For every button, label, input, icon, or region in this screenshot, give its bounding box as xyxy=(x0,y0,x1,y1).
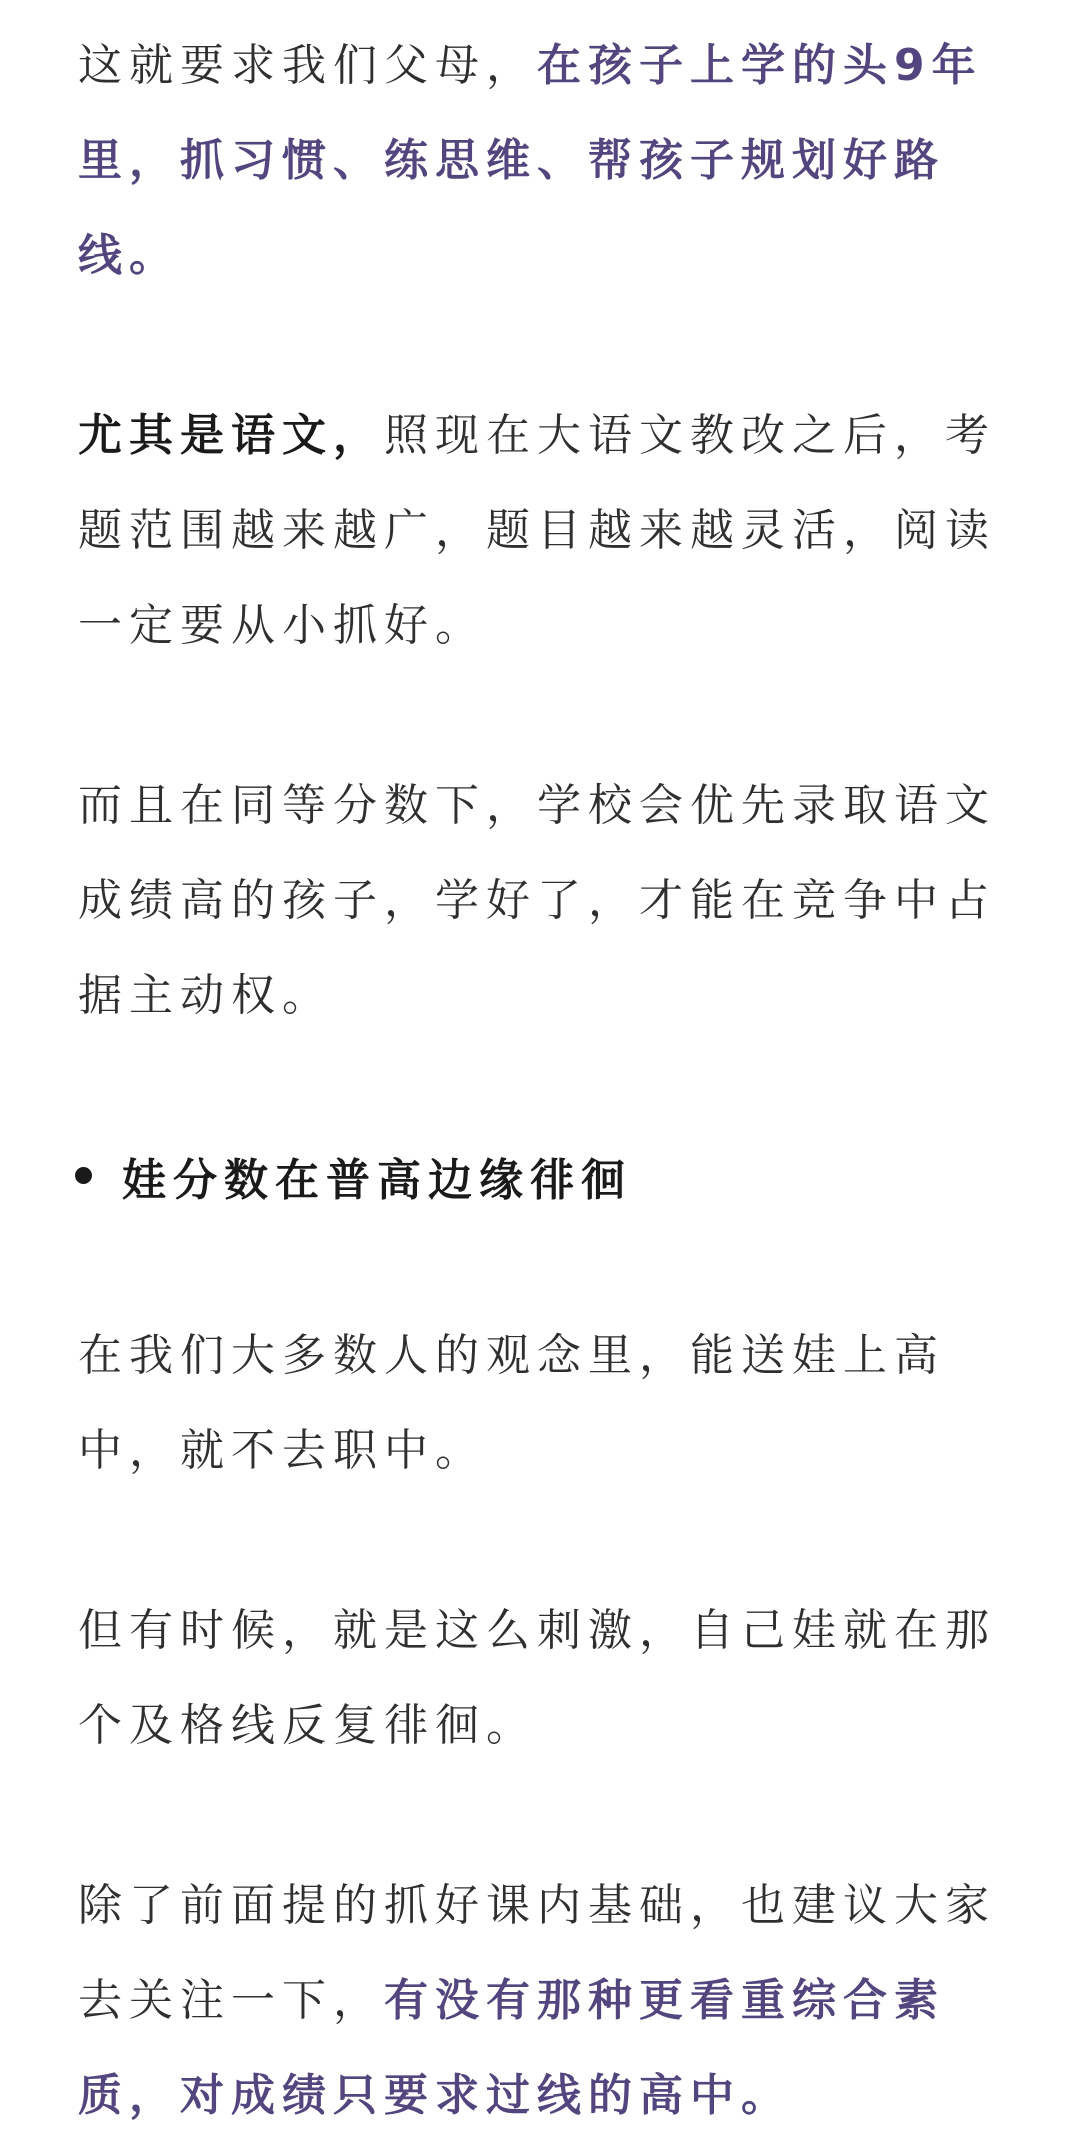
bullet-heading-text: 娃分数在普高边缘徘徊 xyxy=(122,1154,632,1206)
paragraph-high-school-belief xyxy=(78,1308,1008,1498)
paragraph-text: 但有时候，就是这么刺激，自己娃就在那个及格线反复徘徊。 xyxy=(78,1605,996,1751)
bullet-dot-icon xyxy=(75,1167,92,1184)
paragraph-suggestion xyxy=(78,1858,1008,2143)
bold-text: 尤其是语文， xyxy=(78,410,384,461)
highlighted-text: 在孩子上学的头9年里，抓习惯、练思维、帮孩子规划好路线。 xyxy=(78,40,983,281)
paragraph-admission-priority xyxy=(78,758,1008,1043)
paragraph-text: 在我们大多数人的观念里，能送娃上高中，就不去职中。 xyxy=(78,1330,945,1476)
paragraph-chinese-subject xyxy=(78,388,1008,673)
paragraph-text: 除了前面提的抓好课内基础，也建议大家去关注一下， xyxy=(78,1880,996,2026)
paragraph-text: 照现在大语文教改之后，考题范围越来越广，题目越来越灵活，阅读一定要从小抓好。 xyxy=(78,410,996,651)
bullet-heading xyxy=(75,1128,1008,1223)
highlighted-text: 有没有那种更看重综合素质，对成绩只要求过线的高中。 xyxy=(78,1975,945,2121)
paragraph-text: 这就要求我们父母， xyxy=(78,40,537,91)
paragraph-parents-requirement xyxy=(78,18,1008,303)
article-body xyxy=(78,18,1008,2143)
paragraph-text: 而且在同等分数下，学校会优先录取语文成绩高的孩子，学好了，才能在竞争中占据主动权。 xyxy=(78,780,996,1021)
paragraph-passing-line xyxy=(78,1583,1008,1773)
